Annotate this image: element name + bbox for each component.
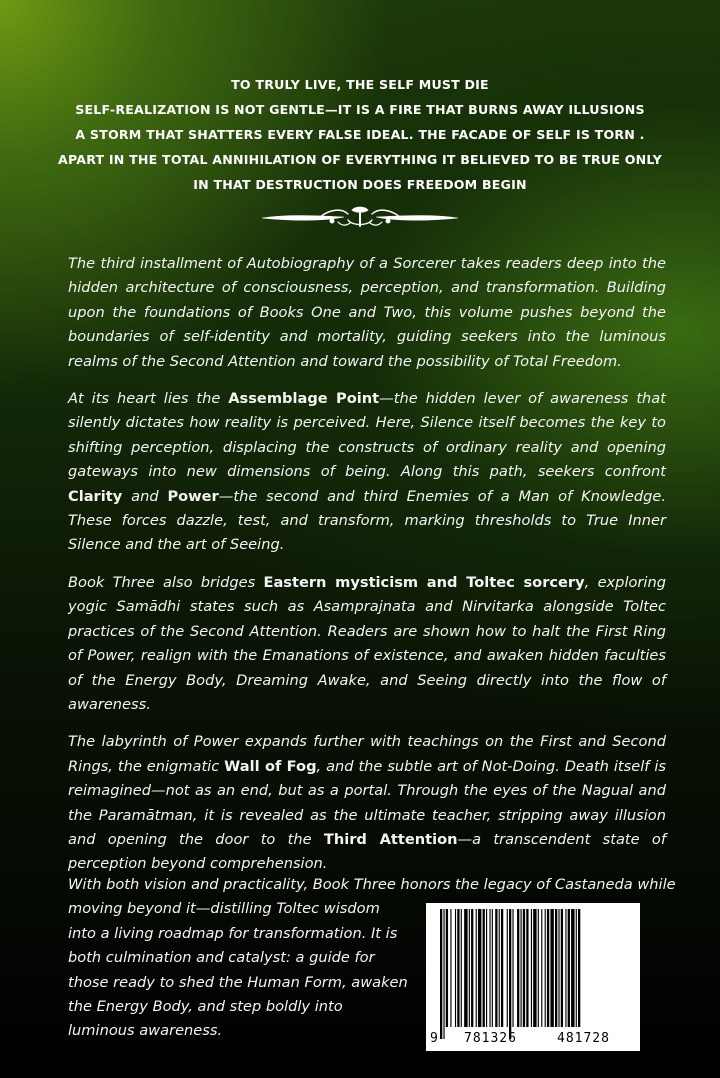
barcode-bar: [476, 909, 477, 1027]
paragraph-2: At its heart lies the Assemblage Point—the hidden lever of awareness that silently dictates how reality is perceived. Here, Silence itself becomes the key to shifting perception, displacing the constructs of ordinary reality and opening gateways into new dimensions of being. Along this path, seekers confront Clarity and Power—the second and third Enemies of a Man of Knowledge. These forces dazzle, test, and transform, marking thresholds to True Inner Silence and the art of Seeing.: [68, 390, 666, 554]
barcode-bar: [533, 909, 536, 1027]
barcode-bar: [450, 909, 451, 1027]
barcode-bar: [446, 909, 448, 1027]
barcode-bar: [443, 909, 444, 1039]
bold-term: Eastern mysticism and Toltec sorcery: [263, 573, 585, 591]
isbn-barcode: [426, 903, 640, 1051]
paragraph-1: The third installment of Autobiography of a Sorcerer takes readers deep into the hidden architecture of consciousness, perception, and transformation. Building upon the foundations of Books One and Two, this volume pushes beyond the boundaries of self-identity and mortality, guiding seekers into the luminous realms of the Second Attention and toward the possibility of Total Freedom.: [68, 255, 666, 370]
barcode-bar: [471, 909, 473, 1027]
quote-line: A STORM THAT SHATTERS EVERY FALSE IDEAL. THE FACADE OF SELF IS TORN .: [75, 127, 645, 142]
barcode-bar: [555, 909, 557, 1027]
barcode-bar: [461, 909, 462, 1027]
back-cover-description: [68, 252, 666, 890]
barcode-bar: [541, 909, 542, 1027]
quote-line: TO TRULY LIVE, THE SELF MUST DIE: [231, 77, 489, 92]
barcode-bar: [561, 909, 563, 1027]
barcode-bar: [478, 909, 481, 1027]
barcode-bar: [568, 909, 570, 1027]
barcode-bar: [512, 909, 513, 1027]
barcode-bar: [578, 909, 580, 1027]
paragraph-5: With both vision and practicality, Book Three honors the legacy of Castaneda while moving beyond it—distilling Toltec wisdom into a living roadmap for transformation. It is both culmination and catalyst: a guide for those ready to shed the Human Form, awaken the Energy Body, and step boldly into luminous awareness.: [68, 876, 676, 1040]
barcode-bar: [571, 909, 574, 1027]
quote-line: IN THAT DESTRUCTION DOES FREEDOM BEGIN: [193, 177, 527, 192]
cover-quote: [0, 72, 720, 197]
paragraph-3: Book Three also bridges Eastern mysticism and Toltec sorcery, exploring yogic Samādhi states such as Asamprajnata and Nirvitarka alongside Toltec practices of the Second Attention. Readers are shown how to halt the First Ring of Power, realign with the Emanations of existence, and awaken hidden faculties of the Energy Body, Dreaming Awake, and Seeing directly into the flow of awareness.: [68, 573, 666, 713]
barcode-bar: [576, 909, 577, 1027]
bold-term: Assemblage Point: [228, 390, 380, 408]
barcode-bar: [455, 909, 456, 1027]
barcode-bars: [426, 903, 640, 1051]
bold-term: Wall of Fog: [224, 757, 317, 775]
barcode-bar: [531, 909, 532, 1027]
barcode-bar: [495, 909, 497, 1027]
barcode-bar: [523, 909, 525, 1027]
barcode-bar: [538, 909, 539, 1027]
paragraph-4: The labyrinth of Power expands further with teachings on the First and Second Rings, the enigmatic Wall of Fog, and the subtle art of Not-Doing. Death itself is reimagined—not as an end, but as a portal. Through the eyes of the Nagual and the Paramātman, it is revealed as the ultimate teacher, stripping away illusion and opening the door to the Third Attention—a transcendent state of perception beyond comprehension.: [68, 733, 666, 873]
bold-term: Power: [167, 487, 219, 505]
barcode-bar: [507, 909, 508, 1027]
barcode-bar: [464, 909, 467, 1027]
bold-term: Third Attention: [323, 830, 458, 848]
bold-term: Clarity: [68, 487, 123, 505]
barcode-bar: [499, 909, 500, 1027]
barcode-bar: [545, 909, 546, 1027]
flourish-divider-icon: [260, 204, 460, 230]
barcode-bar: [509, 909, 511, 1039]
barcode-bar: [565, 909, 566, 1027]
barcode-bar: [486, 909, 487, 1027]
barcode-bar: [440, 909, 442, 1039]
barcode-bar: [483, 909, 485, 1027]
barcode-group-1: 781326: [464, 1031, 517, 1046]
barcode-bar: [489, 909, 490, 1027]
barcode-bar: [521, 909, 522, 1027]
barcode-group-2: 481728: [557, 1031, 610, 1046]
barcode-bar: [558, 909, 559, 1027]
barcode-bar: [550, 909, 553, 1027]
barcode-bar: [457, 909, 459, 1027]
barcode-bar: [469, 909, 470, 1027]
barcode-prefix: 9: [430, 1031, 439, 1046]
barcode-bar: [547, 909, 549, 1027]
barcode-bar: [501, 909, 503, 1027]
quote-line: APART IN THE TOTAL ANNIHILATION OF EVERYTHING IT BELIEVED TO BE TRUE ONLY: [58, 152, 662, 167]
barcode-bar: [492, 909, 493, 1027]
barcode-bar: [517, 909, 519, 1027]
barcode-bar: [526, 909, 528, 1027]
quote-line: SELF-REALIZATION IS NOT GENTLE—IT IS A FIRE THAT BURNS AWAY ILLUSIONS: [75, 102, 645, 117]
